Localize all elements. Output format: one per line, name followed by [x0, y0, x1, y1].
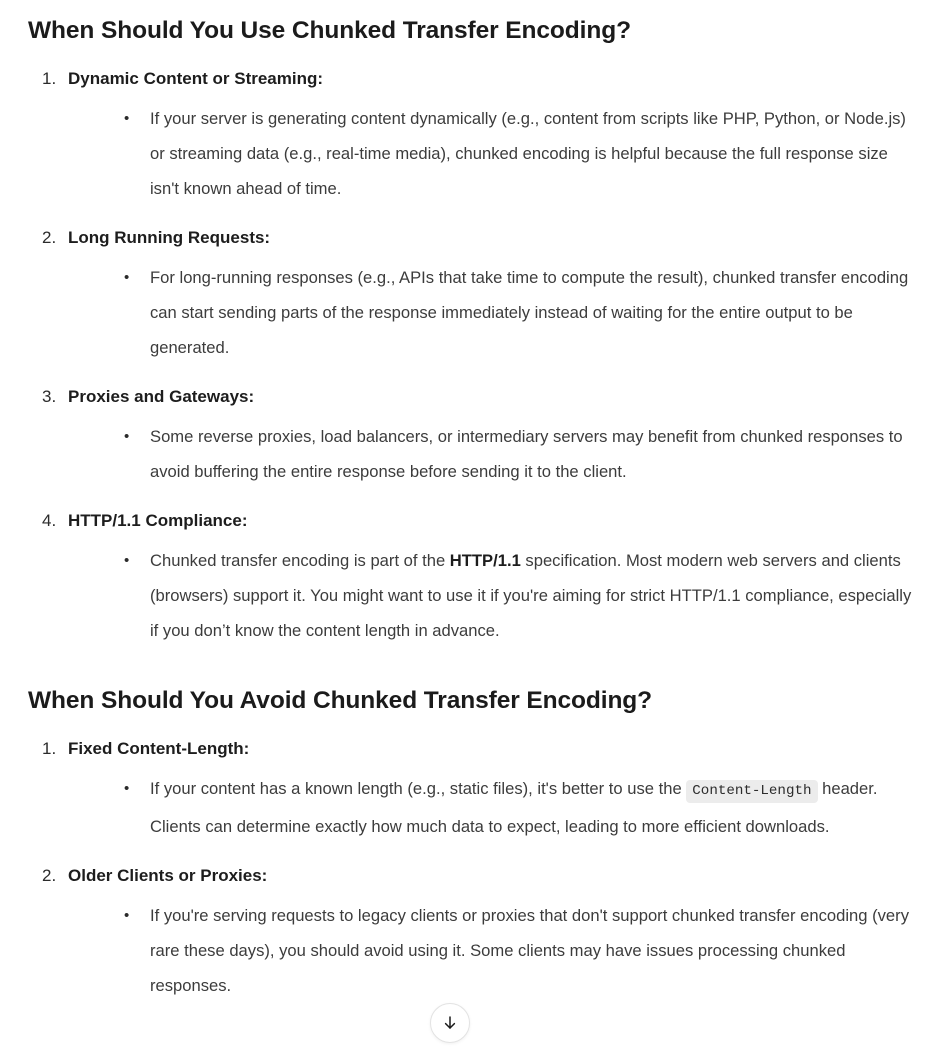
bullet-icon: • [124, 779, 130, 797]
text-run: specification. Most modern web servers and clients (browsers) support it. You might want to use it if you're aiming for strict HTTP/1.1 compliance, especially if you don’t know the content length in advance. [150, 550, 912, 640]
list-item-title: Proxies and Gateways: [68, 386, 255, 406]
bullet-list-item [68, 101, 913, 206]
arrow-down-icon [441, 1014, 459, 1032]
section-heading: When Should You Avoid Chunked Transfer Encoding? [28, 686, 653, 714]
list-item-title: Fixed Content-Length: [68, 738, 250, 758]
bullet-icon: • [124, 109, 130, 127]
scroll-to-bottom-button[interactable] [430, 1003, 470, 1043]
bullet-text [150, 898, 913, 1003]
text-run: Chunked transfer encoding is part of the [150, 550, 450, 570]
bullet-icon: • [124, 551, 130, 569]
list-item [28, 505, 913, 648]
list-item [28, 860, 913, 1003]
list-item-number: 1. [42, 738, 57, 758]
list-item-number: 4. [42, 510, 57, 530]
bullet-list [68, 898, 913, 1003]
list-item [28, 63, 913, 206]
bullet-list [68, 101, 913, 206]
list-item-number: 1. [42, 68, 57, 88]
bullet-icon: • [124, 268, 130, 286]
bullet-list-item [68, 898, 913, 1003]
list-item-title: Older Clients or Proxies: [68, 865, 268, 885]
list-item-number: 2. [42, 227, 57, 247]
list-item-title: Long Running Requests: [68, 227, 271, 247]
numbered-list [28, 733, 913, 1003]
list-item [28, 222, 913, 365]
list-item-number: 2. [42, 865, 57, 885]
text-run: Some reverse proxies, load balancers, or intermediary servers may benefit from chunked responses to avoid buffering the entire response before sending it to the client. [150, 426, 903, 481]
bullet-icon: • [124, 427, 130, 445]
list-item-number: 3. [42, 386, 57, 406]
bullet-text [150, 771, 913, 844]
bullet-list [68, 260, 913, 365]
bullet-list-item [68, 543, 913, 648]
text-run: If you're serving requests to legacy clients or proxies that don't support chunked transfer encoding (very rare these days), you should avoid using it. Some clients may have issues processing chunked responses. [150, 905, 909, 995]
text-run: If your content has a known length (e.g., static files), it's better to use the [150, 778, 687, 798]
bullet-text [150, 543, 913, 648]
inline-code: Content-Length [686, 780, 817, 803]
bullet-list [68, 771, 913, 844]
bullet-list-item [68, 771, 913, 844]
text-run: If your server is generating content dynamically (e.g., content from scripts like PHP, Python, or Node.js) or streaming data (e.g., real-time media), chunked encoding is helpful because the full response size isn't known ahead of time. [150, 108, 906, 198]
bullet-icon: • [124, 906, 130, 924]
text-run: header. Clients can determine exactly how much data to expect, leading to more efficient downloads. [150, 778, 878, 836]
bullet-text [150, 101, 913, 206]
bullet-list [68, 543, 913, 648]
bullet-text [150, 260, 913, 365]
bullet-text [150, 419, 913, 489]
numbered-list [28, 63, 913, 648]
bullet-list-item [68, 260, 913, 365]
section-heading: When Should You Use Chunked Transfer Encoding? [28, 17, 631, 44]
list-item-title: HTTP/1.1 Compliance: [68, 510, 248, 530]
list-item [28, 733, 913, 844]
list-item [28, 381, 913, 489]
text-run: For long-running responses (e.g., APIs that take time to compute the result), chunked transfer encoding can start sending parts of the response immediately instead of waiting for the entire output to be generated. [150, 267, 909, 357]
bullet-list-item [68, 419, 913, 489]
bullet-list [68, 419, 913, 489]
list-item-title: Dynamic Content or Streaming: [68, 68, 324, 88]
bold-inline-text: HTTP/1.1 [449, 550, 521, 570]
